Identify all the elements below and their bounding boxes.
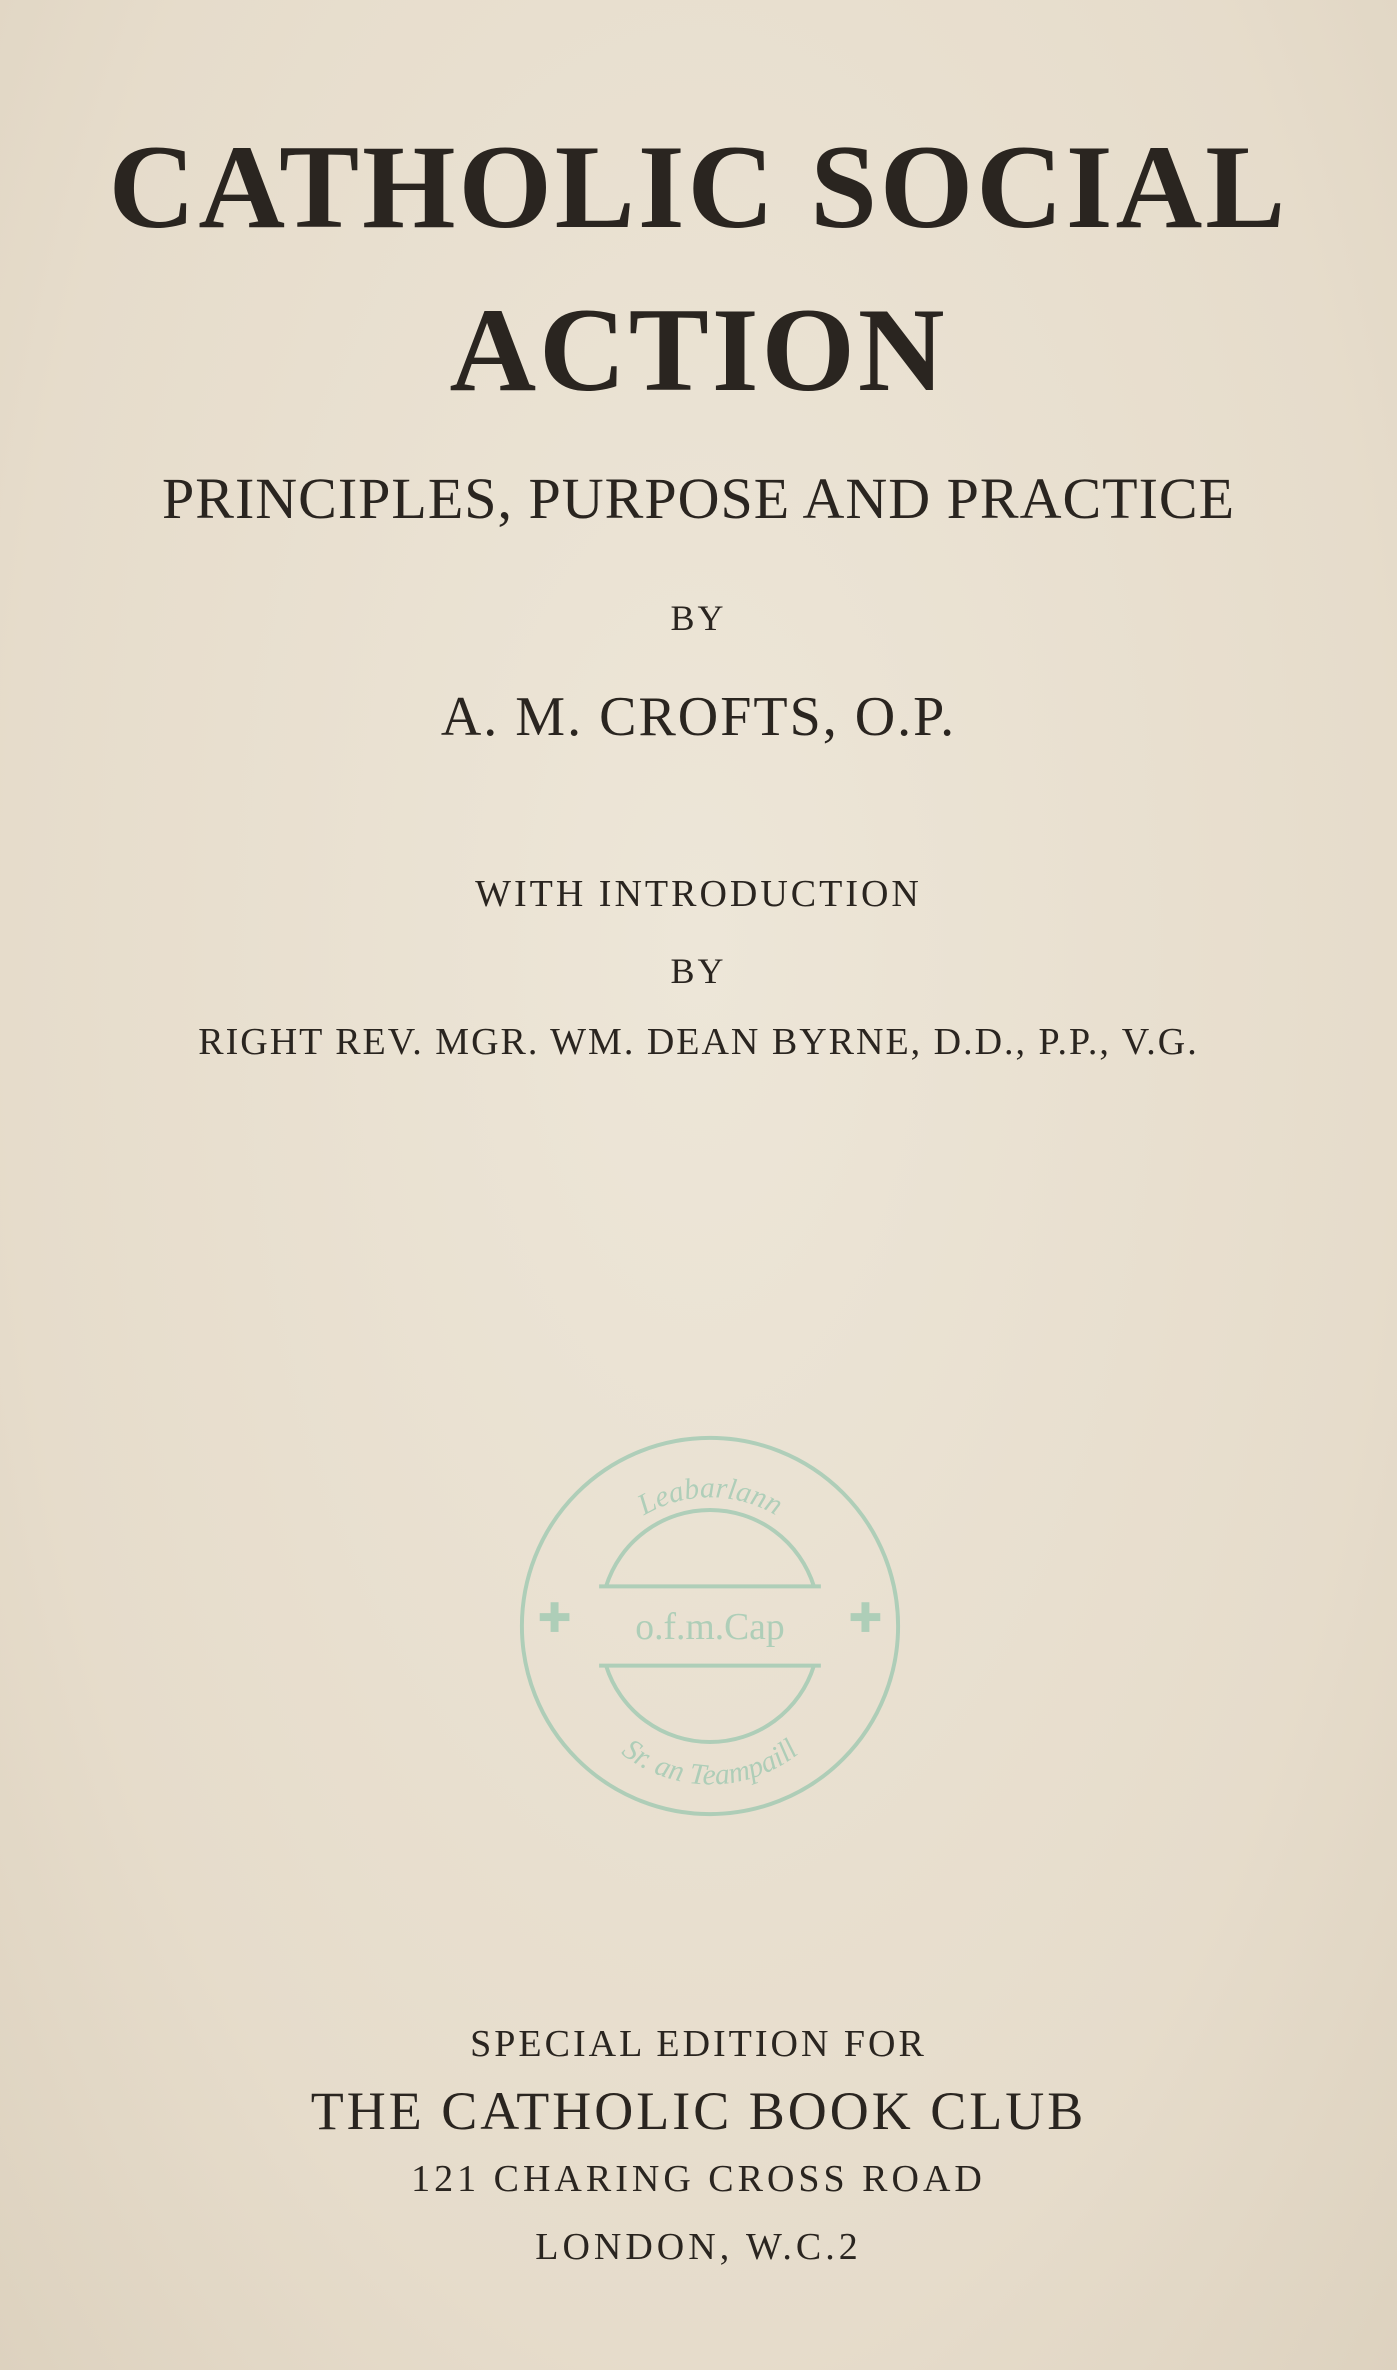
publisher-name: THE CATHOLIC BOOK CLUB xyxy=(310,2081,1087,2141)
stamp-center-text: o.f.m.Cap xyxy=(635,1605,785,1648)
publisher-address: 121 CHARING CROSS ROAD xyxy=(411,2158,986,2200)
book-title-line-1: CATHOLIC SOCIAL xyxy=(108,120,1289,253)
stamp-bottom-text: Sr. an Teampaill xyxy=(616,1733,804,1792)
author-name: A. M. CROFTS, O.P. xyxy=(440,686,957,748)
cross-left-icon xyxy=(540,1602,570,1632)
introduction-author: RIGHT REV. MGR. WM. DEAN BYRNE, D.D., P.P., V.G. xyxy=(198,1021,1199,1063)
by-label: BY xyxy=(670,598,727,638)
book-subtitle: PRINCIPLES, PURPOSE AND PRACTICE xyxy=(162,466,1235,531)
stamp-inner-arc-top xyxy=(606,1510,814,1586)
edition-label: SPECIAL EDITION FOR xyxy=(470,2023,927,2065)
publisher-city: LONDON, W.C.2 xyxy=(535,2226,862,2268)
introduction-by-label: BY xyxy=(670,951,727,991)
library-stamp xyxy=(512,1428,908,1824)
svg-text:Leabarlann xyxy=(632,1472,788,1522)
introduction-label: WITH INTRODUCTION xyxy=(475,873,922,915)
book-title-line-2: ACTION xyxy=(449,283,948,416)
stamp-inner-arc-bottom xyxy=(606,1666,814,1742)
stamp-top-text: Leabarlann xyxy=(632,1472,788,1522)
cross-right-icon xyxy=(851,1602,881,1632)
